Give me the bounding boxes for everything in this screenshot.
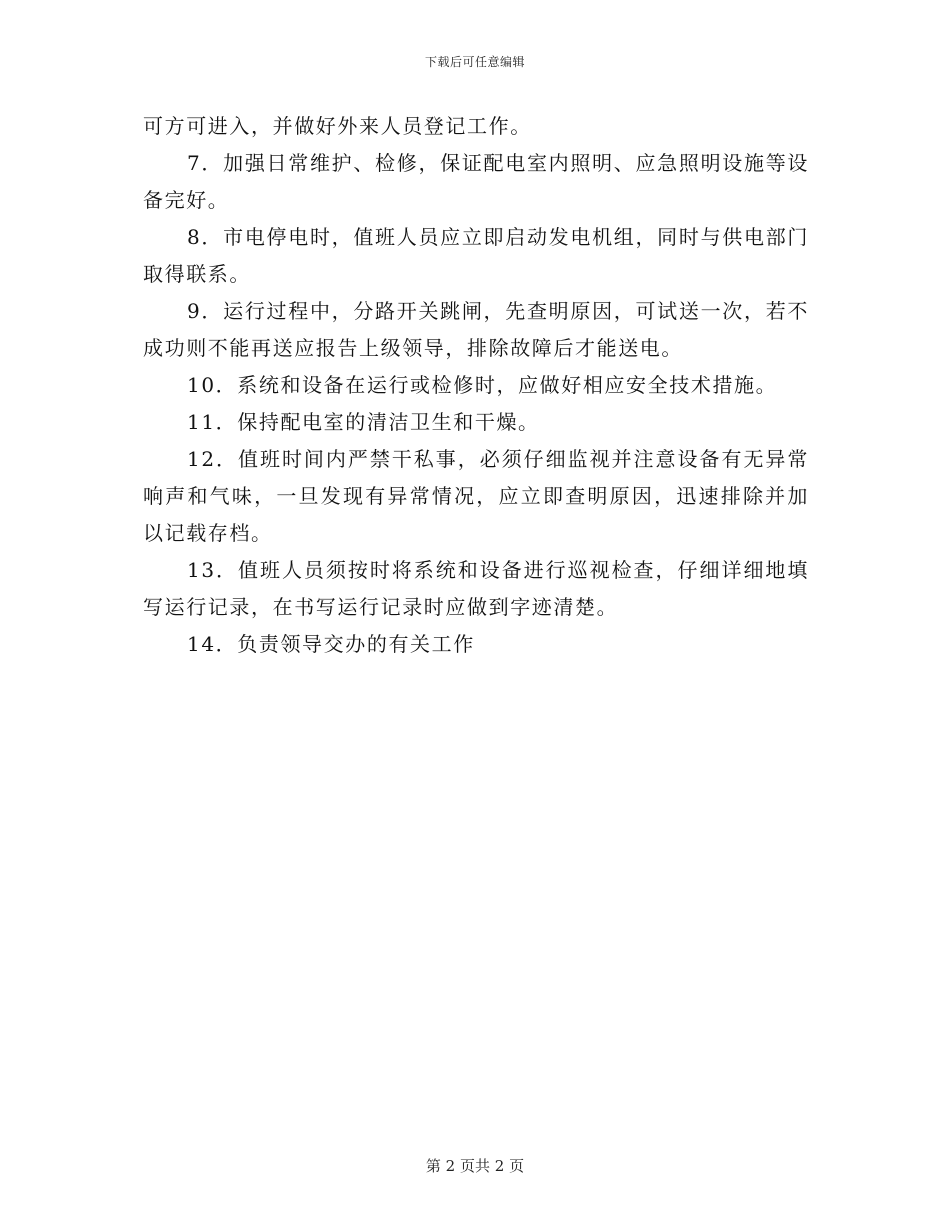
document-body (143, 108, 809, 663)
paragraph-item-11: 11．保持配电室的清洁卫生和干燥。 (187, 410, 540, 434)
paragraph-item-13: 13．值班人员须按时将系统和设备进行巡视检查，仔细详细地填写运行记录，在书写运行记录时应做到字迹清楚。 (143, 558, 809, 619)
page-header: 下载后可任意编辑 (424, 55, 525, 69)
paragraph-item-8: 8．市电停电时，值班人员应立即启动发电机组，同时与供电部门取得联系。 (143, 225, 809, 286)
paragraph-item-12: 12．值班时间内严禁干私事，必须仔细监视并注意设备有无异常响声和气味，一旦发现有异常情况，应立即查明原因，迅速排除并加以记载存档。 (143, 447, 809, 545)
paragraph-item-10: 10．系统和设备在运行或检修时，应做好相应安全技术措施。 (187, 373, 778, 397)
paragraph-item-7: 7．加强日常维护、检修，保证配电室内照明、应急照明设施等设备完好。 (143, 151, 809, 212)
page-number-footer: 第 2 页共 2 页 (425, 1157, 525, 1175)
paragraph-item-14: 14．负责领导交办的有关工作 (187, 632, 475, 656)
paragraph-item-9: 9．运行过程中，分路开关跳闸，先查明原因，可试送一次，若不成功则不能再送应报告上级领导，排除故障后才能送电。 (143, 299, 809, 360)
paragraph-continuation: 可方可进入，并做好外来人员登记工作。 (143, 114, 532, 138)
